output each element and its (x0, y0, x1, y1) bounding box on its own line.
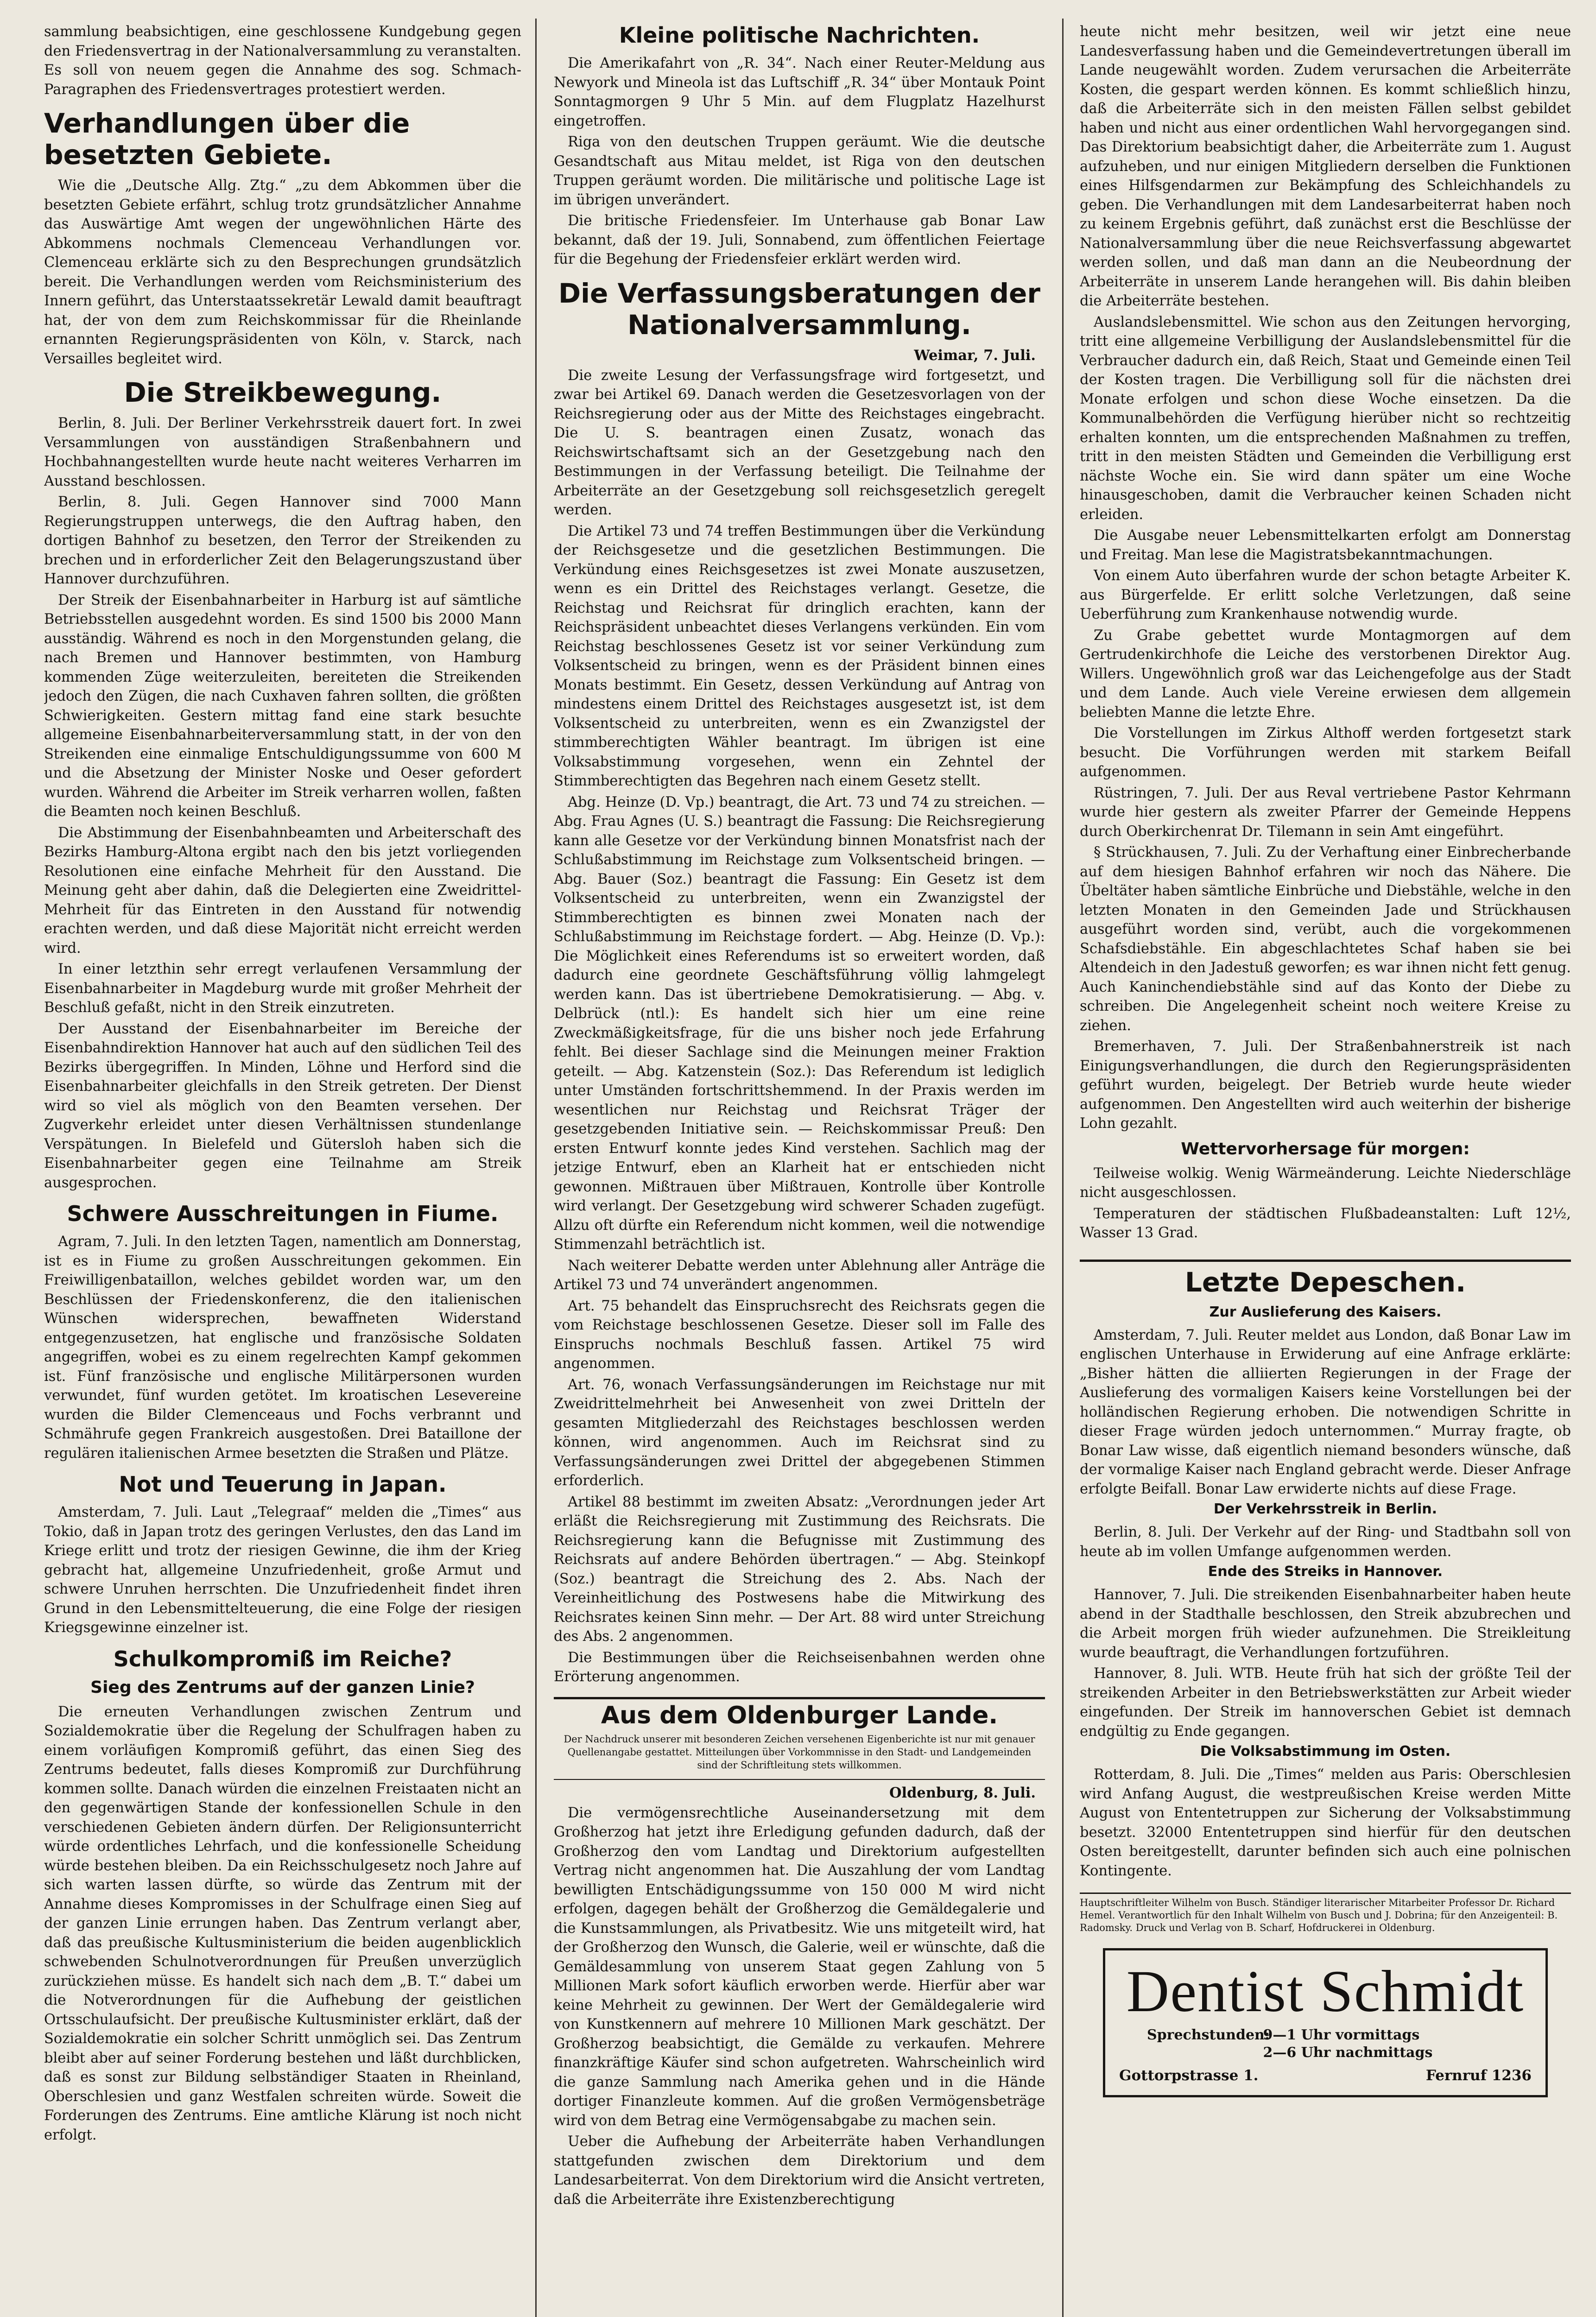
article-paragraph: heute nicht mehr besitzen, weil wir jetzt eine neue Landesverfassung haben und die Gemeindevertretungen überall im Lande neugewählt worden. Zudem verursachen die Arbeiterräte Kosten, die gespart werden können. Es kommt schließlich hinzu, daß die Arbeiterräte sich in den meisten Fällen selbst gebildet haben und nicht aus einer ordentlichen Wahl hervorgegangen sind. Das Direktorium beabsichtigt daher, die Arbeiterräte zum 1. August aufzuheben, und nur einigen Mitgliedern derselben die Funktionen eines Hilfsgendarmen zur Bekämpfung des Schleichhandels zu geben. Die Verhandlungen mit dem Landesarbeiterrat haben noch zu keinem Ergebnis geführt, daß zunächst erst die Beschlüsse der Nationalversammlung über die neue Reichsverfassung abgewartet werden sollen, und daß man dann an die Neubeordnung der Arbeiterräte in unserem Lande herangehen will. Bis dahin bleiben die Arbeiterräte bestehen. (1080, 24, 1571, 309)
ad-address: Gottorpstrasse 1. (1119, 2067, 1259, 2084)
ad-hours-afternoon: 2—6 Uhr nachmittags (1263, 2045, 1433, 2061)
article-paragraph: Nach weiterer Debatte werden unter Ablehnung aller Anträge die Artikel 73 und 74 unverändert angenommen. (554, 1257, 1045, 1293)
article-paragraph: Hannover, 7. Juli. Die streikenden Eisenbahnarbeiter haben heute abend in der Stadthalle beschlossen, den Streik abzubrechen und die Arbeit morgen früh wieder aufzunehmen. Die Streikleitung wurde beauftragt, die Verhandlungen fortzuführen. (1080, 1587, 1571, 1661)
section-header-oldenburg (554, 1697, 1045, 1780)
article-paragraph: Berlin, 8. Juli. Gegen Hannover sind 7000 Mann Regierungstruppen unterwegs, die den Auftrag haben, den dortigen Bahnhof zu besetzen, den Terror der Streikenden zu brechen und in erforderlicher Zeit den Belagerungszustand über Hannover durchzuführen. (44, 494, 521, 587)
dateline: Weimar, 7. Juli. (914, 347, 1036, 364)
article-subtitle: Ende des Streiks in Hannover. (1208, 1564, 1443, 1580)
article-paragraph: Die zweite Lesung der Verfassungsfrage wird fortgesetzt, und zwar bei Artikel 69. Danach werden die Gesetzesvorlagen von der Reichsregierung oder aus der Mitte des Reichstages eingebracht. Die U. S. beantragen einen Zusatz, wonach das Reichswirtschaftsamt sich an der Gesetzgebung nach den Bestimmungen in der Verfassung beteiligt. Die Teilnahme der Arbeiterräte an der Gesetzgebung soll reichsgesetzlich geregelt werden. (554, 367, 1045, 518)
article-subtitle: Sieg des Zentrums auf der ganzen Linie? (90, 1678, 475, 1697)
ad-phone: Fernruf 1236 (1425, 2067, 1532, 2084)
article-paragraph: Artikel 88 bestimmt im zweiten Absatz: „Verordnungen jeder Art erläßt die Reichsregierung mit Zustimmung des Reichsrats. Die Reichsregierung kann die Befugnisse mit Zustimmung des Reichsrats auf andere Behörden übertragen.“ — Abg. Steinkopf (Soz.) beantragt die Streichung des 2. Abs. Nach der Vereinheitlichung des Postwesens habe die Mitwirkung des Reichsrates keinen Sinn mehr. — Der Art. 88 wird unter Streichung des Abs. 2 angenommen. (554, 1494, 1045, 1645)
column-rule-left (535, 19, 537, 2317)
column-middle (554, 22, 1045, 2317)
article-subtitle: Der Verkehrsstreik in Berlin. (1213, 1501, 1438, 1517)
article-paragraph: Rüstringen, 7. Juli. Der aus Reval vertriebene Pastor Kehrmann wurde hier gestern als zweiter Pfarrer der Gemeinde Heppens durch Oberkirchenrat Dr. Tilemann in sein Amt eingeführt. (1080, 785, 1571, 840)
article-paragraph: Die erneuten Verhandlungen zwischen Zentrum und Sozialdemokratie über die Regelung der Schulfragen haben zu einem vorläufigen Kompromiß geführt, das einen Sieg des Zentrums bedeutet, falls dieses Kompromiß zur Durchführung kommen sollte. Danach würden die einzelnen Freistaaten nicht an den gegenwärtigen Stande der konfessionellen Schule in den verschiedenen Gebieten ändern dürfen. Der Religionsunterricht würde ordentliches Lehrfach, und die konfessionelle Scheidung würde bestehen bleiben. Da ein Reichsschulgesetz noch Jahre auf sich warten lassen dürfte, so würde das Zentrum mit der Annahme dieses Kompromisses in der Schulfrage einen Sieg auf der ganzen Linie errungen haben. Das Zentrum verlangt aber, daß das preußische Kultusministerium die beiden augenblicklich schwebenden Schulnotverordnungen für Preußen unverzüglich zurückziehen müsse. Es handelt sich nach dem „B. T.“ dabei um die Notverordnungen für die Aufhebung der geistlichen Ortsschulaufsicht. Der preußische Kultusminister erklärt, daß der Sozialdemokratie ein solcher Schritt unmöglich sei. Das Zentrum bleibt aber auf seiner Forderung bestehen und läßt durchblicken, daß es sonst zur Bildung selbständiger Staaten in Rheinland, Oberschlesien und ganz Westfalen schreiten würde. Soweit die Forderungen des Zentrums. Eine amtliche Klärung ist noch nicht erfolgt. (44, 1703, 521, 2143)
intro-paragraph: sammlung beabsichtigen, eine geschlossene Kundgebung gegen den Friedensvertrag in der Nationalversammlung zu veranstalten. Es soll von neuem gegen die Annahme des sog. Schmach-Paragraphen des Friedensvertrages protestiert werden. (44, 24, 521, 98)
water-temperatures: Temperaturen der städtischen Flußbadeanstalten: Luft 12½, Wasser 13 Grad. (1080, 1205, 1571, 1241)
article-paragraph: Die vermögensrechtliche Auseinandersetzung mit dem Großherzog hat jetzt ihre Erledigung gefunden dadurch, daß der Großherzog den vom Landtag und Direktorium aufgestellten Vertrag nicht angenommen hat. Die Auszahlung der vom Landtag bewilligten Entschädigungssumme von 150 000 M wird nicht erfolgen, dagegen behält der Großherzog die Gemäldegalerie und die Kunstsammlungen, als Privatbesitz. Wie uns mitgeteilt wird, hat der Großherzog den Wunsch, die Galerie, weil er wünschte, daß die Gemäldesammlung von unserem Staat gegen Zahlung von 5 Millionen Mark sofort käuflich erworben werde. Hierfür aber war keine Mehrheit zu gewinnen. Der Wert der Gemäldegalerie wird von Kunstkennern auf mehrere 10 Millionen Mark geschätzt. Der Großherzog beabsichtigt, die Gemälde zu verkaufen. Mehrere finanzkräftige Käufer sind schon aufgetreten. Wahrscheinlich wird die ganze Sammlung nach Amerika gehen und in die Hände dortiger Finanzleute kommen. Auf die großen Vermögensbeträge wird von dem Betrag eine Vermögensabgabe zu machen sein. (554, 1804, 1045, 2129)
article-paragraph: In einer letzthin sehr erregt verlaufenen Versammlung der Eisenbahnarbeiter in Magdeburg wurde mit großer Mehrheit der Beschluß gefaßt, nicht in den Streik einzutreten. (44, 961, 521, 1016)
article-paragraph: Zu Grabe gebettet wurde Montagmorgen auf dem Gertrudenkirchhofe die Leiche des verstorbenen Direktor Aug. Willers. Ungewöhnlich groß war das Leichengefolge aus der Stadt und dem Lande. Auch viele Vereine erwiesen dem allgemein beliebten Manne die letzte Ehre. (1080, 627, 1571, 721)
article-title-verfassungsberatungen: Die Verfassungsberatungen der Nationalversammlung. (558, 277, 1040, 341)
dateline: Oldenburg, 8. Juli. (889, 1784, 1036, 1801)
section-title-letzte-depeschen: Letzte Depeschen. (1080, 1260, 1571, 1298)
ad-hours-label: Sprechstunden: (1147, 2027, 1270, 2043)
article-paragraph: § Strückhausen, 7. Juli. Zu der Verhaftung einer Einbrecherbande auf dem hiesigen Bahnhof erfahren wir noch das Nähere. Die Übeltäter haben sämtliche Einbrüche und Diebstähle, welche in den letzten Monaten in den Gemeinden Jade und Strückhausen ausgeführt worden sind, verübt, auch die vorgekommenen Schafsdiebstähle. Ein abgeschlachtetes Schaf haben sie bei Altendeich in den Jadestuß geworfen; es war ihnen nicht fett genug. Auch Kaninchendiebstähle sind auf das Konto der Diebe zu schreiben. Die Angelegenheit scheint noch weitere Kreise zu ziehen. (1080, 844, 1571, 1034)
article-paragraph: Die Amerikafahrt von „R. 34“. Nach einer Reuter-Meldung aus Newyork und Mineola ist das Luftschiff „R. 34“ über Montauk Point Sonntagmorgen 9 Uhr 5 Min. auf dem Flugplatz Hazelhurst eingetroffen. (554, 55, 1045, 129)
article-title-streikbewegung: Die Streikbewegung. (124, 377, 442, 408)
weather-forecast: Teilweise wolkig. Wenig Wärmeänderung. Leichte Niederschläge nicht ausgeschlossen. (1080, 1165, 1571, 1201)
article-paragraph: Die Ausgabe neuer Lebensmittelkarten erfolgt am Donnerstag und Freitag. Man lese die Magistratsbekanntmachungen. (1080, 527, 1571, 563)
article-paragraph: Rotterdam, 8. Juli. Die „Times“ melden aus Paris: Oberschlesien wird Anfang August, die westpreußischen Kreise werden Mitte August von Ententetruppen zur Sicherung der Volksabstimmung besetzt. 32000 Ententetruppen sind hierfür für den deutschen Osten bereitgestellt, darunter befinden sich auch eine polnischen Kontingente. (1080, 1766, 1571, 1879)
ad-title: Dentist Schmidt (1126, 1958, 1525, 2024)
article-paragraph: Bremerhaven, 7. Juli. Der Straßenbahnerstreik ist nach Einigungsverhandlungen, die durch den Regierungspräsidenten geführt wurden, beigelegt. Der Betrieb wurde heute wieder aufgenommen. Den Angestellten wird auch weiterhin der bisherige Lohn gezahlt. (1080, 1038, 1571, 1132)
advertisement-dentist (1103, 1948, 1548, 2097)
article-subtitle: Die Volksabstimmung im Osten. (1200, 1743, 1451, 1760)
article-paragraph: Die Abstimmung der Eisenbahnbeamten und Arbeiterschaft des Bezirks Hamburg-Altona ergibt nach den bis jetzt vorliegenden Resolutionen eine einfache Mehrheit für den Ausstand. Die Meinung geht aber dahin, daß die Delegierten eine Zweidrittel-Mehrheit für das Eintreten in den Ausstand für notwendig erachten werden, und daß diese Majorität nicht erreicht werden wird. (44, 824, 521, 956)
article-paragraph: Der Ausstand der Eisenbahnarbeiter im Bereiche der Eisenbahndirektion Hannover hat auch auf den südlichen Teil des Bezirks übergegriffen. In Minden, Löhne und Herford sind die Eisenbahnarbeiter gleichfalls in den Streik getreten. Der Dienst wird so viel als möglich von den Beamten versehen. Der Zugverkehr erleidet unter diesen Verhältnissen stundenlange Verspätungen. In Bielefeld und Gütersloh haben sich die Eisenbahnarbeiter gegen eine Teilnahme am Streik ausgesprochen. (44, 1020, 521, 1191)
column-right (1080, 22, 1571, 2317)
article-title-fiume: Schwere Ausschreitungen in Fiume. (67, 1201, 499, 1226)
article-title-schulkompromiss: Schulkompromiß im Reiche? (113, 1646, 452, 1671)
ad-hours-morning: 9—1 Uhr vormittags (1263, 2027, 1420, 2043)
section-title-oldenburg: Aus dem Oldenburger Lande. (601, 1701, 998, 1729)
weather-title: Wettervorhersage für morgen: (1181, 1139, 1470, 1158)
article-paragraph: Der Streik der Eisenbahnarbeiter in Harburg ist auf sämtliche Betriebsstellen ausgedehnt worden. Es sind 1500 bis 2000 Mann ausständig. Während es noch in den Morgenstunden gelang, die nach Bremen und Hannover bestimmten, von Hamburg kommenden Züge weiterzuleiten, bereiteten die Streikenden jedoch den Zügen, die nach Cuxhaven fahren sollten, die größten Schwierigkeiten. Gestern mittag fand eine stark besuchte allgemeine Eisenbahnarbeiterversammlung statt, in der von den Streikenden eine einmalige Entschuldigungssumme von 600 M und die Absetzung der Minister Noske und Oeser gefordert wurden. Während die Arbeiter im Streik verharren wollen, faßten die Beamten noch keinen Beschluß. (44, 592, 521, 820)
article-paragraph: Die Bestimmungen über die Reichseisenbahnen werden ohne Erörterung angenommen. (554, 1649, 1045, 1685)
ad-hours (1147, 2026, 1532, 2062)
article-paragraph: Die britische Friedensfeier. Im Unterhause gab Bonar Law bekannt, daß der 19. Juli, Sonnabend, zum öffentlichen Feiertage für die Begehung der Friedensfeier erklärt werden wird. (554, 213, 1045, 267)
article-title-japan: Not und Teuerung in Japan. (119, 1472, 447, 1497)
article-paragraph: Art. 76, wonach Verfassungsänderungen im Reichstage nur mit Zweidrittelmehrheit bei Anwesenheit von zwei Dritteln der gesamten Mitgliederzahl des Reichstages beschlossen werden können, wird angenommen. Auch im Reichsrat sind zu Verfassungsänderungen zwei Drittel der abgegebenen Stimmen erforderlich. (554, 1376, 1045, 1489)
ad-contact (1119, 2066, 1532, 2085)
reprint-notice: Der Nachdruck unserer mit besonderen Zeichen versehenen Eigenberichte ist nur mit genauer Quellenangabe gestattet. Mitteilungen über Vorkommnisse in den Stadt- und Landgemeinden sind der Schriftleitung stets willkommen. (564, 1733, 1035, 1771)
article-paragraph: Agram, 7. Juli. In den letzten Tagen, namentlich am Donnerstag, ist es in Fiume zu großen Ausschreitungen gekommen. Ein Freiwilligenbataillon, welches gebildet worden war, um den Beschlüssen der Friedenskonferenz, die den italienischen Wünschen widersprechen, bewaffneten Widerstand entgegenzusetzen, hat englische und französische Soldaten angegriffen, wobei es zu einem regelrechten Kampf gekommen ist. Fünf französische und englische Militärpersonen wurden verwundet, fünf wurden getötet. Im kroatischen Lesevereine wurden die Bilder Clemenceaus und Fochs verbrannt und Schmährufe gegen Frankreich ausgestoßen. Drei Bataillone der regulären italienischen Armee besetzten die Straßen und Plätze. (44, 1234, 521, 1462)
article-paragraph: Die Artikel 73 und 74 treffen Bestimmungen über die Verkündung der Reichsgesetze und die gesetzlichen Bestimmungen. Die Verkündung eines Reichsgesetzes ist zwei Monate auszusetzen, wenn es ein Drittel des Reichstages verlangt. Gesetze, die Reichstag und Reichsrat für dringlich erachten, kann der Reichspräsident unbeachtet dieses Verlangens verkünden. Ein vom Reichstag beschlossenes Gesetz ist vor seiner Verkündung zum Volksentscheid zu bringen, wenn es der Präsident binnen eines Monats bestimmt. Ein Gesetz, dessen Verkündung auf Antrag von mindestens einem Drittel des Reichstages ausgesetzt ist, ist dem Volksentscheid zu unterbreiten, wenn es ein Zwanzigstel der stimmberechtigten Wähler beantragt. Im übrigen ist eine Volksabstimmung vorgesehen, wenn ein Zehntel der Stimmberechtigten das Begehren nach einem Gesetz stellt. (554, 523, 1045, 789)
article-paragraph: Von einem Auto überfahren wurde der schon betagte Arbeiter K. aus Bürgerfelde. Er erlitt solche Verletzungen, daß seine Ueberführung zum Krankenhause notwendig wurde. (1080, 568, 1571, 622)
article-paragraph: Amsterdam, 7. Juli. Reuter meldet aus London, daß Bonar Law im englischen Unterhause in Erwiderung auf eine Anfrage erklärte: „Bisher hätten die alliierten Regierungen in der Frage der Auslieferung des vormaligen Kaisers keine Vorstellungen bei der holländischen Regierung erhoben. Die notwendigen Schritte in dieser Frage würden jedoch unternommen.“ Murray fragte, ob Bonar Law wisse, daß eigentlich niemand besonders wünsche, daß der vormalige Kaiser nach England gebracht werde. Dieser Anfrage erfolgte Beifall. Bonar Law erwiderte nichts auf diese Frage. (1080, 1327, 1571, 1497)
article-paragraph: Auslandslebensmittel. Wie schon aus den Zeitungen hervorging, tritt eine allgemeine Verbilligung der Auslandslebensmittel für die Verbraucher dadurch ein, daß Reich, Staat und Gemeinde einen Teil der Kosten tragen. Die Verbilligung soll für die nächsten drei Monate erfolgen und schon diese Woche einsetzen. Da die Kommunalbehörden die Verfügung hierüber nicht so rechtzeitig erhalten konnten, um die entsprechenden Maßnahmen zu treffen, tritt in den meisten Städten und Gemeinden die Verbilligung erst nächste Woche ein. Sie wird dann später um eine Woche hinausgeschoben, damit die Verbraucher keinen Schaden nicht erleiden. (1080, 314, 1571, 523)
article-paragraph: Abg. Heinze (D. Vp.) beantragt, die Art. 73 und 74 zu streichen. — Abg. Frau Agnes (U. S.) beantragt die Fassung: Die Reichsregierung kann alle Gesetze vor der Verkündung binnen Monatsfrist nach der Schlußabstimmung im Reichstage zum Volksentscheid bringen. — Abg. Bauer (Soz.) beantragt die Fassung: Ein Gesetz ist dem Volksentscheid zu unterbreiten, wenn ein Zwanzigstel der Stimmberechtigten es binnen zwei Monaten nach der Schlußabstimmung im Reichstage fordert. — Abg. Heinze (D. Vp.): Die Möglichkeit eines Referendums ist so erweitert worden, daß dadurch eine geordnete Geschäftsführung völlig lahmgelegt werden kann. Das ist übertriebene Demokratisierung. — Abg. v. Delbrück (ntl.): Es handelt sich hier um eine reine Zweckmäßigkeitsfrage, für die uns bisher noch jede Erfahrung fehlt. Bei dieser Sachlage sind die Meinungen meiner Fraktion geteilt. — Abg. Katzenstein (Soz.): Das Referendum ist lediglich unter Umständen fortschrittshemmend. In der Praxis werden im wesentlichen nur Reichstag und Reichsrat Träger der gesetzgebenden Initiative sein. — Reichskommissar Preuß: Den ersten Entwurf konnte jedes Kind verstehen. Sachlich mag der jetzige Entwurf, eben an Klarheit hat er entschieden nicht gewonnen. Mißtrauen über Mißtrauen, Kontrolle über Kontrolle wird verlangt. Der Gesetzgebung wird schwerer Schaden zugefügt. Allzu oft dürfte ein Referendum nicht kommen, weil die notwendige Stimmenzahl beträchtlich ist. (554, 794, 1045, 1253)
article-paragraph: Ueber die Aufhebung der Arbeiterräte haben Verhandlungen stattgefunden zwischen dem Direktorium und dem Landesarbeiterrat. Von dem Direktorium wird die Ansicht vertreten, daß die Arbeiterräte ihre Existenzberechtigung (554, 2133, 1045, 2208)
article-paragraph: Art. 75 behandelt das Einspruchsrecht des Reichsrats gegen die vom Reichstage beschlossenen Gesetze. Dieser soll im Falle des Einspruchs nochmals Beschluß fassen. Artikel 75 wird angenommen. (554, 1298, 1045, 1372)
article-paragraph: Wie die „Deutsche Allg. Ztg.“ „zu dem Abkommen über die besetzten Gebiete erfährt, schlug trotz grundsätzlicher Annahme das Auswärtige Amt wegen der ungewöhnlichen Härte des Abkommens nochmals Clemenceau Verhandlungen vor. Clemenceau erklärte sich zu den Besprechungen grundsätzlich bereit. Die Verhandlungen werden vom Reichsministerium des Innern geführt, das Unterstaatssekretär Lewald damit beauftragt hat, der von dem zum Reichskommissar für die Rheinlande ernannten Regierungspräsidenten von Köln, v. Starck, nach Versailles begleitet wird. (44, 177, 521, 367)
article-paragraph: Berlin, 8. Juli. Der Berliner Verkehrsstreik dauert fort. In zwei Versammlungen von ausständigen Straßenbahnern und Hochbahnangestellten wurde heute nacht weiteres Verharren im Ausstand beschlossen. (44, 415, 521, 489)
article-subtitle: Zur Auslieferung des Kaisers. (1209, 1304, 1442, 1320)
article-paragraph: Hannover, 8. Juli. WTB. Heute früh hat sich der größte Teil der streikenden Arbeiter in den Betriebswerkstätten zur Arbeit wieder eingefunden. Der Streik im hannoverschen Gebiet ist demnach endgültig zu Ende gegangen. (1080, 1665, 1571, 1740)
column-rule-right (1062, 19, 1064, 2317)
column-left (44, 22, 521, 2317)
article-title-kleine-nachrichten: Kleine politische Nachrichten. (619, 23, 980, 48)
article-paragraph: Amsterdam, 7. Juli. Laut „Telegraaf“ melden die „Times“ aus Tokio, daß in Japan trotz des geringen Verlustes, den das Land im Kriege erlitt und trotz der riesigen Gewinne, die ihm der Krieg gebracht hat, allgemeine Unzufriedenheit, große Armut und schwere Unruhen herrschten. Die Unzufriedenheit findet ihren Grund in den Lebensmittelteuerung, die eine Folge der riesigen Kriegsgewinne einzelner ist. (44, 1504, 521, 1636)
article-paragraph: Riga von den deutschen Truppen geräumt. Wie die deutsche Gesandtschaft aus Mitau meldet, ist Riga von den deutschen Truppen geräumt worden. Die militärische und politische Lage ist im übrigen unverändert. (554, 134, 1045, 208)
article-paragraph: Die Vorstellungen im Zirkus Althoff werden fortgesetzt stark besucht. Die Vorführungen werden mit starkem Beifall aufgenommen. (1080, 725, 1571, 780)
article-paragraph: Berlin, 8. Juli. Der Verkehr auf der Ring- und Stadtbahn soll von heute ab im vollen Umfange aufgenommen werden. (1080, 1524, 1571, 1560)
imprint: Hauptschriftleiter Wilhelm von Busch. Ständiger literarischer Mitarbeiter Professor Dr. Richard Hemel. Verantwortlich für den Inhalt Wilhelm von Busch und J. Dobrina; für den Anzeigenteil: B. Radomsky. Druck und Verlag von B. Scharf, Hofdruckerei in Oldenburg. (1080, 1893, 1571, 1934)
article-title-besetzte-gebiete: Verhandlungen über die besetzten Gebiete. (44, 108, 410, 171)
